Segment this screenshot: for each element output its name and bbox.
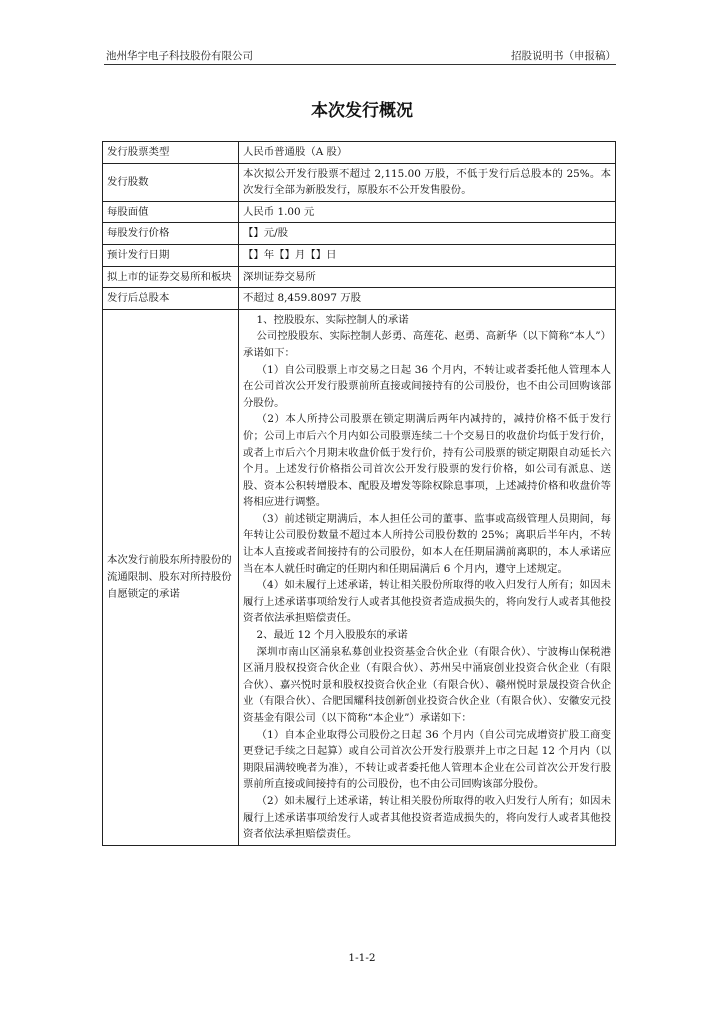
commitment-paragraph: （1）自本企业取得公司股份之日起 36 个月内（自公司完成增资扩股工商变更登记手续之日起算）或自公司首次公开发行股票并上市之日起 12 个月内（以期限届满较晚者为准），不转让或者委托他人管理本企业在公司首次公开发行股票前所直接或间接持有的公司股份，也不由公司回购该部分股份。 — [243, 728, 611, 791]
header-company: 池州华宇电子科技股份有限公司 — [106, 50, 253, 62]
row-value-issue-date: 【】年【】月【】日 — [239, 244, 616, 266]
commitment-paragraph: （3）前述锁定期满后，本人担任公司的董事、监事或高级管理人员期间，每年转让公司股份数量不超过本人所持公司股份数的 25%；离职后半年内，不转让本人直接或者间接持有的公司股份，如本人在任期届满前离职的，本人承诺应当在本人就任时确定的任期内和任期届满后 6 个月内，遵守上述规定。 — [243, 512, 611, 575]
commitment-paragraph: 深圳市南山区涌泉私募创业投资基金合伙企业（有限合伙）、宁波梅山保税港区涌月股权投资合伙企业（有限合伙）、苏州吴中涌宸创业投资合伙企业（有限合伙）、嘉兴悦时景和股权投资合伙企业（有限合伙）、赣州悦时景晟投资合伙企业（有限合伙）、合肥国耀科技创新创业投资合伙企业（有限合伙）、安徽安元投资基金有限公司（以下简称“本企业”）承诺如下： — [243, 645, 611, 724]
row-value-exchange: 深圳证券交易所 — [239, 266, 616, 288]
row-label-stock-type: 发行股票类型 — [103, 142, 239, 164]
row-value-stock-type: 人民币普通股（A 股） — [239, 142, 616, 164]
row-value-total-shares: 不超过 8,459.8097 万股 — [239, 288, 616, 310]
offering-summary-table — [102, 141, 616, 846]
row-label-issue-date: 预计发行日期 — [103, 244, 239, 266]
row-value-share-count: 本次拟公开发行股票不超过 2,115.00 万股，不低于发行后总股本的 25%。本次发行全部为新股发行，原股东不公开发售股份。 — [239, 163, 616, 201]
commitment-heading: 2、最近 12 个月入股股东的承诺 — [256, 629, 408, 642]
table-row — [103, 142, 616, 164]
row-label-share-count: 发行股数 — [103, 163, 239, 201]
commitment-paragraph: （2）如未履行上述承诺，转让相关股份所取得的收入归发行人所有；如因未履行上述承诺事项给发行人或者其他投资者造成损失的，将向发行人或者其他投资者依法承担赔偿责任。 — [243, 794, 611, 841]
row-label-exchange: 拟上市的证券交易所和板块 — [103, 266, 239, 288]
table-row — [103, 163, 616, 201]
page-number: 1-1-2 — [348, 952, 376, 964]
row-value-par-value: 人民币 1.00 元 — [239, 201, 616, 223]
row-label-total-shares: 发行后总股本 — [103, 288, 239, 310]
commitment-paragraph: （4）如未履行上述承诺，转让相关股份所取得的收入归发行人所有；如因未履行上述承诺事项给发行人或者其他投资者造成损失的，将向发行人或者其他投资者依法承担赔偿责任。 — [243, 579, 611, 625]
commitment-paragraph: （1）自公司股票上市交易之日起 36 个月内，不转让或者委托他人管理本人在公司首次公开发行股票前所直接或间接持有的公司股份，也不由公司回购该部分股份。 — [243, 363, 611, 409]
row-label-par-value: 每股面值 — [103, 201, 239, 223]
commitment-paragraph: 公司控股股东、实际控制人彭勇、高莲花、赵勇、高新华（以下简称“本人”）承诺如下： — [243, 330, 611, 359]
table-row — [103, 309, 616, 845]
table-row — [103, 201, 616, 223]
page-title: 本次发行概况 — [311, 101, 413, 121]
table-row — [103, 244, 616, 266]
table-row — [103, 223, 616, 245]
commitment-paragraph: （2）本人所持公司股票在锁定期满后两年内减持的，减持价格不低于发行价；公司上市后六个月内如公司股票连续二十个交易日的收盘价均低于发行价，或者上市后六个月期末收盘价低于发行价，持有公司股票的锁定期限自动延长六个月。上述发行价格指公司首次公开发行股票的发行价格，如公司有派息、送股、资本公积转增股本、配股及增发等除权除息事项，上述减持价格和收盘价等将相应进行调整。 — [243, 413, 611, 509]
row-value-issue-price: 【】元/股 — [239, 223, 616, 245]
row-label-lockup-commitment: 本次发行前股东所持股份的流通限制、股东对所持股份自愿锁定的承诺 — [103, 309, 239, 845]
header-document-name: 招股说明书（申报稿） — [511, 50, 616, 62]
header-divider — [104, 64, 616, 65]
row-label-issue-price: 每股发行价格 — [103, 223, 239, 245]
table-row — [103, 266, 616, 288]
commitment-heading: 1、控股股东、实际控制人的承诺 — [256, 313, 409, 326]
table-row — [103, 288, 616, 310]
row-value-lockup-commitment — [239, 309, 616, 845]
